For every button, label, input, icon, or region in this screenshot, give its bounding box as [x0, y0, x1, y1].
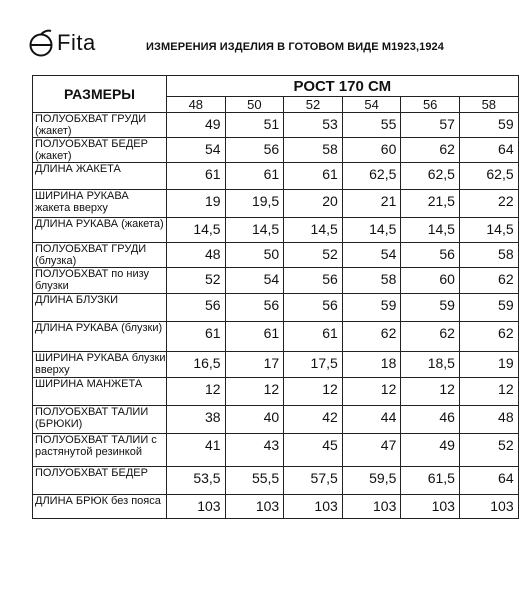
measurement-value: 20	[284, 190, 343, 218]
table-row	[33, 243, 519, 268]
measurement-value: 58	[284, 138, 343, 163]
measurement-value: 21	[342, 190, 401, 218]
measurement-value: 19,5	[225, 190, 284, 218]
measurement-value: 17	[225, 352, 284, 378]
measurement-value: 60	[401, 268, 460, 294]
measurement-value: 61	[167, 322, 226, 352]
measurement-value: 57,5	[284, 467, 343, 495]
measurement-value: 14,5	[225, 218, 284, 243]
measurement-value: 59	[401, 294, 460, 322]
measurement-value: 62,5	[459, 163, 518, 190]
measurement-value: 103	[284, 495, 343, 519]
table-row	[33, 378, 519, 406]
measurement-value: 61	[284, 163, 343, 190]
measurement-value: 58	[459, 243, 518, 268]
measurement-label: ПОЛУОБХВАТ ТАЛИИ с растянутой резинкой	[33, 434, 167, 467]
measurement-value: 58	[342, 268, 401, 294]
brand-name: Fita	[57, 30, 96, 55]
measurement-value: 48	[459, 406, 518, 434]
measurement-value: 56	[167, 294, 226, 322]
measurement-value: 62	[459, 268, 518, 294]
measurement-value: 14,5	[342, 218, 401, 243]
measurement-value: 61	[225, 322, 284, 352]
measurement-value: 19	[167, 190, 226, 218]
measurement-label: ДЛИНА РУКАВА (блузки)	[33, 322, 167, 352]
size-header-cell: 58	[459, 97, 518, 113]
measurement-value: 56	[401, 243, 460, 268]
document-header	[0, 0, 530, 70]
table-row	[33, 113, 519, 138]
measurement-value: 54	[167, 138, 226, 163]
measurement-value: 55,5	[225, 467, 284, 495]
measurement-value: 14,5	[167, 218, 226, 243]
table-row	[33, 138, 519, 163]
measurement-value: 64	[459, 467, 518, 495]
measurement-label: ПОЛУОБХВАТ по низу блузки	[33, 268, 167, 294]
measurement-value: 14,5	[459, 218, 518, 243]
measurement-value: 52	[167, 268, 226, 294]
measurement-label: ШИРИНА РУКАВА жакета вверху	[33, 190, 167, 218]
table-row	[33, 406, 519, 434]
measurement-value: 46	[401, 406, 460, 434]
measurement-value: 60	[342, 138, 401, 163]
measurement-label: ПОЛУОБХВАТ ТАЛИИ (БРЮКИ)	[33, 406, 167, 434]
size-header-cell: 56	[401, 97, 460, 113]
measurement-value: 56	[284, 268, 343, 294]
table-row	[33, 163, 519, 190]
measurement-label: ПОЛУОБХВАТ ГРУДИ (жакет)	[33, 113, 167, 138]
size-header-cell: 48	[167, 97, 226, 113]
measurement-value: 54	[225, 268, 284, 294]
table-row	[33, 322, 519, 352]
measurement-value: 103	[459, 495, 518, 519]
table-row	[33, 495, 519, 519]
height-label: РОСТ 170 СМ	[167, 76, 519, 97]
measurement-value: 12	[342, 378, 401, 406]
measurement-value: 19	[459, 352, 518, 378]
table-row	[33, 467, 519, 495]
measurement-value: 103	[342, 495, 401, 519]
measurement-value: 62	[401, 138, 460, 163]
table-row	[33, 294, 519, 322]
measurement-value: 21,5	[401, 190, 460, 218]
measurement-value: 59	[459, 113, 518, 138]
measurement-label: ПОЛУОБХВАТ БЕДЕР (жакет)	[33, 138, 167, 163]
table-row	[33, 268, 519, 294]
measurement-value: 59	[459, 294, 518, 322]
measurement-value: 45	[284, 434, 343, 467]
measurement-value: 52	[459, 434, 518, 467]
measurement-value: 18	[342, 352, 401, 378]
measurement-value: 12	[284, 378, 343, 406]
measurement-value: 16,5	[167, 352, 226, 378]
measurement-label: ДЛИНА БРЮК без пояса	[33, 495, 167, 519]
measurement-value: 103	[167, 495, 226, 519]
measurement-value: 49	[167, 113, 226, 138]
table-row	[33, 190, 519, 218]
measurement-value: 40	[225, 406, 284, 434]
measurement-value: 61	[225, 163, 284, 190]
measurement-value: 22	[459, 190, 518, 218]
measurement-value: 38	[167, 406, 226, 434]
measurement-value: 12	[225, 378, 284, 406]
size-header-cell: 52	[284, 97, 343, 113]
measurement-value: 44	[342, 406, 401, 434]
measurement-value: 12	[167, 378, 226, 406]
measurement-value: 55	[342, 113, 401, 138]
table-row	[33, 352, 519, 378]
measurement-value: 61	[284, 322, 343, 352]
measurement-value: 57	[401, 113, 460, 138]
measurement-value: 41	[167, 434, 226, 467]
measurement-value: 49	[401, 434, 460, 467]
measurement-label: ДЛИНА ЖАКЕТА	[33, 163, 167, 190]
fita-logo-icon	[28, 28, 54, 58]
measurement-value: 56	[225, 138, 284, 163]
measurement-value: 52	[284, 243, 343, 268]
measurement-value: 54	[342, 243, 401, 268]
measurement-value: 62	[401, 322, 460, 352]
measurement-value: 64	[459, 138, 518, 163]
measurement-label: ДЛИНА БЛУЗКИ	[33, 294, 167, 322]
measurement-value: 17,5	[284, 352, 343, 378]
table-header-row	[33, 76, 519, 97]
measurement-value: 50	[225, 243, 284, 268]
measurement-value: 51	[225, 113, 284, 138]
measurement-value: 48	[167, 243, 226, 268]
size-header-cell: 54	[342, 97, 401, 113]
measurement-value: 47	[342, 434, 401, 467]
measurement-value: 61,5	[401, 467, 460, 495]
measurement-label: ШИРИНА МАНЖЕТА	[33, 378, 167, 406]
measurement-value: 12	[401, 378, 460, 406]
measurement-value: 103	[401, 495, 460, 519]
measurement-label: ПОЛУОБХВАТ БЕДЕР	[33, 467, 167, 495]
measurement-value: 12	[459, 378, 518, 406]
measurement-value: 56	[284, 294, 343, 322]
measurement-value: 62	[342, 322, 401, 352]
brand-logo	[28, 28, 96, 58]
measurement-value: 14,5	[401, 218, 460, 243]
measurement-value: 61	[167, 163, 226, 190]
table-row	[33, 218, 519, 243]
measurement-value: 53	[284, 113, 343, 138]
measurement-value: 42	[284, 406, 343, 434]
document-title: ИЗМЕРЕНИЯ ИЗДЕЛИЯ В ГОТОВОМ ВИДЕ М1923,1924	[146, 41, 444, 53]
measurement-value: 53,5	[167, 467, 226, 495]
corner-label: РАЗМЕРЫ	[33, 76, 167, 113]
measurement-value: 59	[342, 294, 401, 322]
measurement-value: 43	[225, 434, 284, 467]
measurement-value: 62,5	[342, 163, 401, 190]
measurement-value: 56	[225, 294, 284, 322]
measurement-value: 14,5	[284, 218, 343, 243]
measurement-value: 62	[459, 322, 518, 352]
measurement-label: ШИРИНА РУКАВА блузки вверху	[33, 352, 167, 378]
table-row	[33, 434, 519, 467]
size-header-cell: 50	[225, 97, 284, 113]
measurement-value: 62,5	[401, 163, 460, 190]
measurement-value: 59,5	[342, 467, 401, 495]
measurement-label: ПОЛУОБХВАТ ГРУДИ (блузка)	[33, 243, 167, 268]
measurement-value: 103	[225, 495, 284, 519]
measurement-value: 18,5	[401, 352, 460, 378]
size-table	[32, 75, 519, 519]
measurement-label: ДЛИНА РУКАВА (жакета)	[33, 218, 167, 243]
